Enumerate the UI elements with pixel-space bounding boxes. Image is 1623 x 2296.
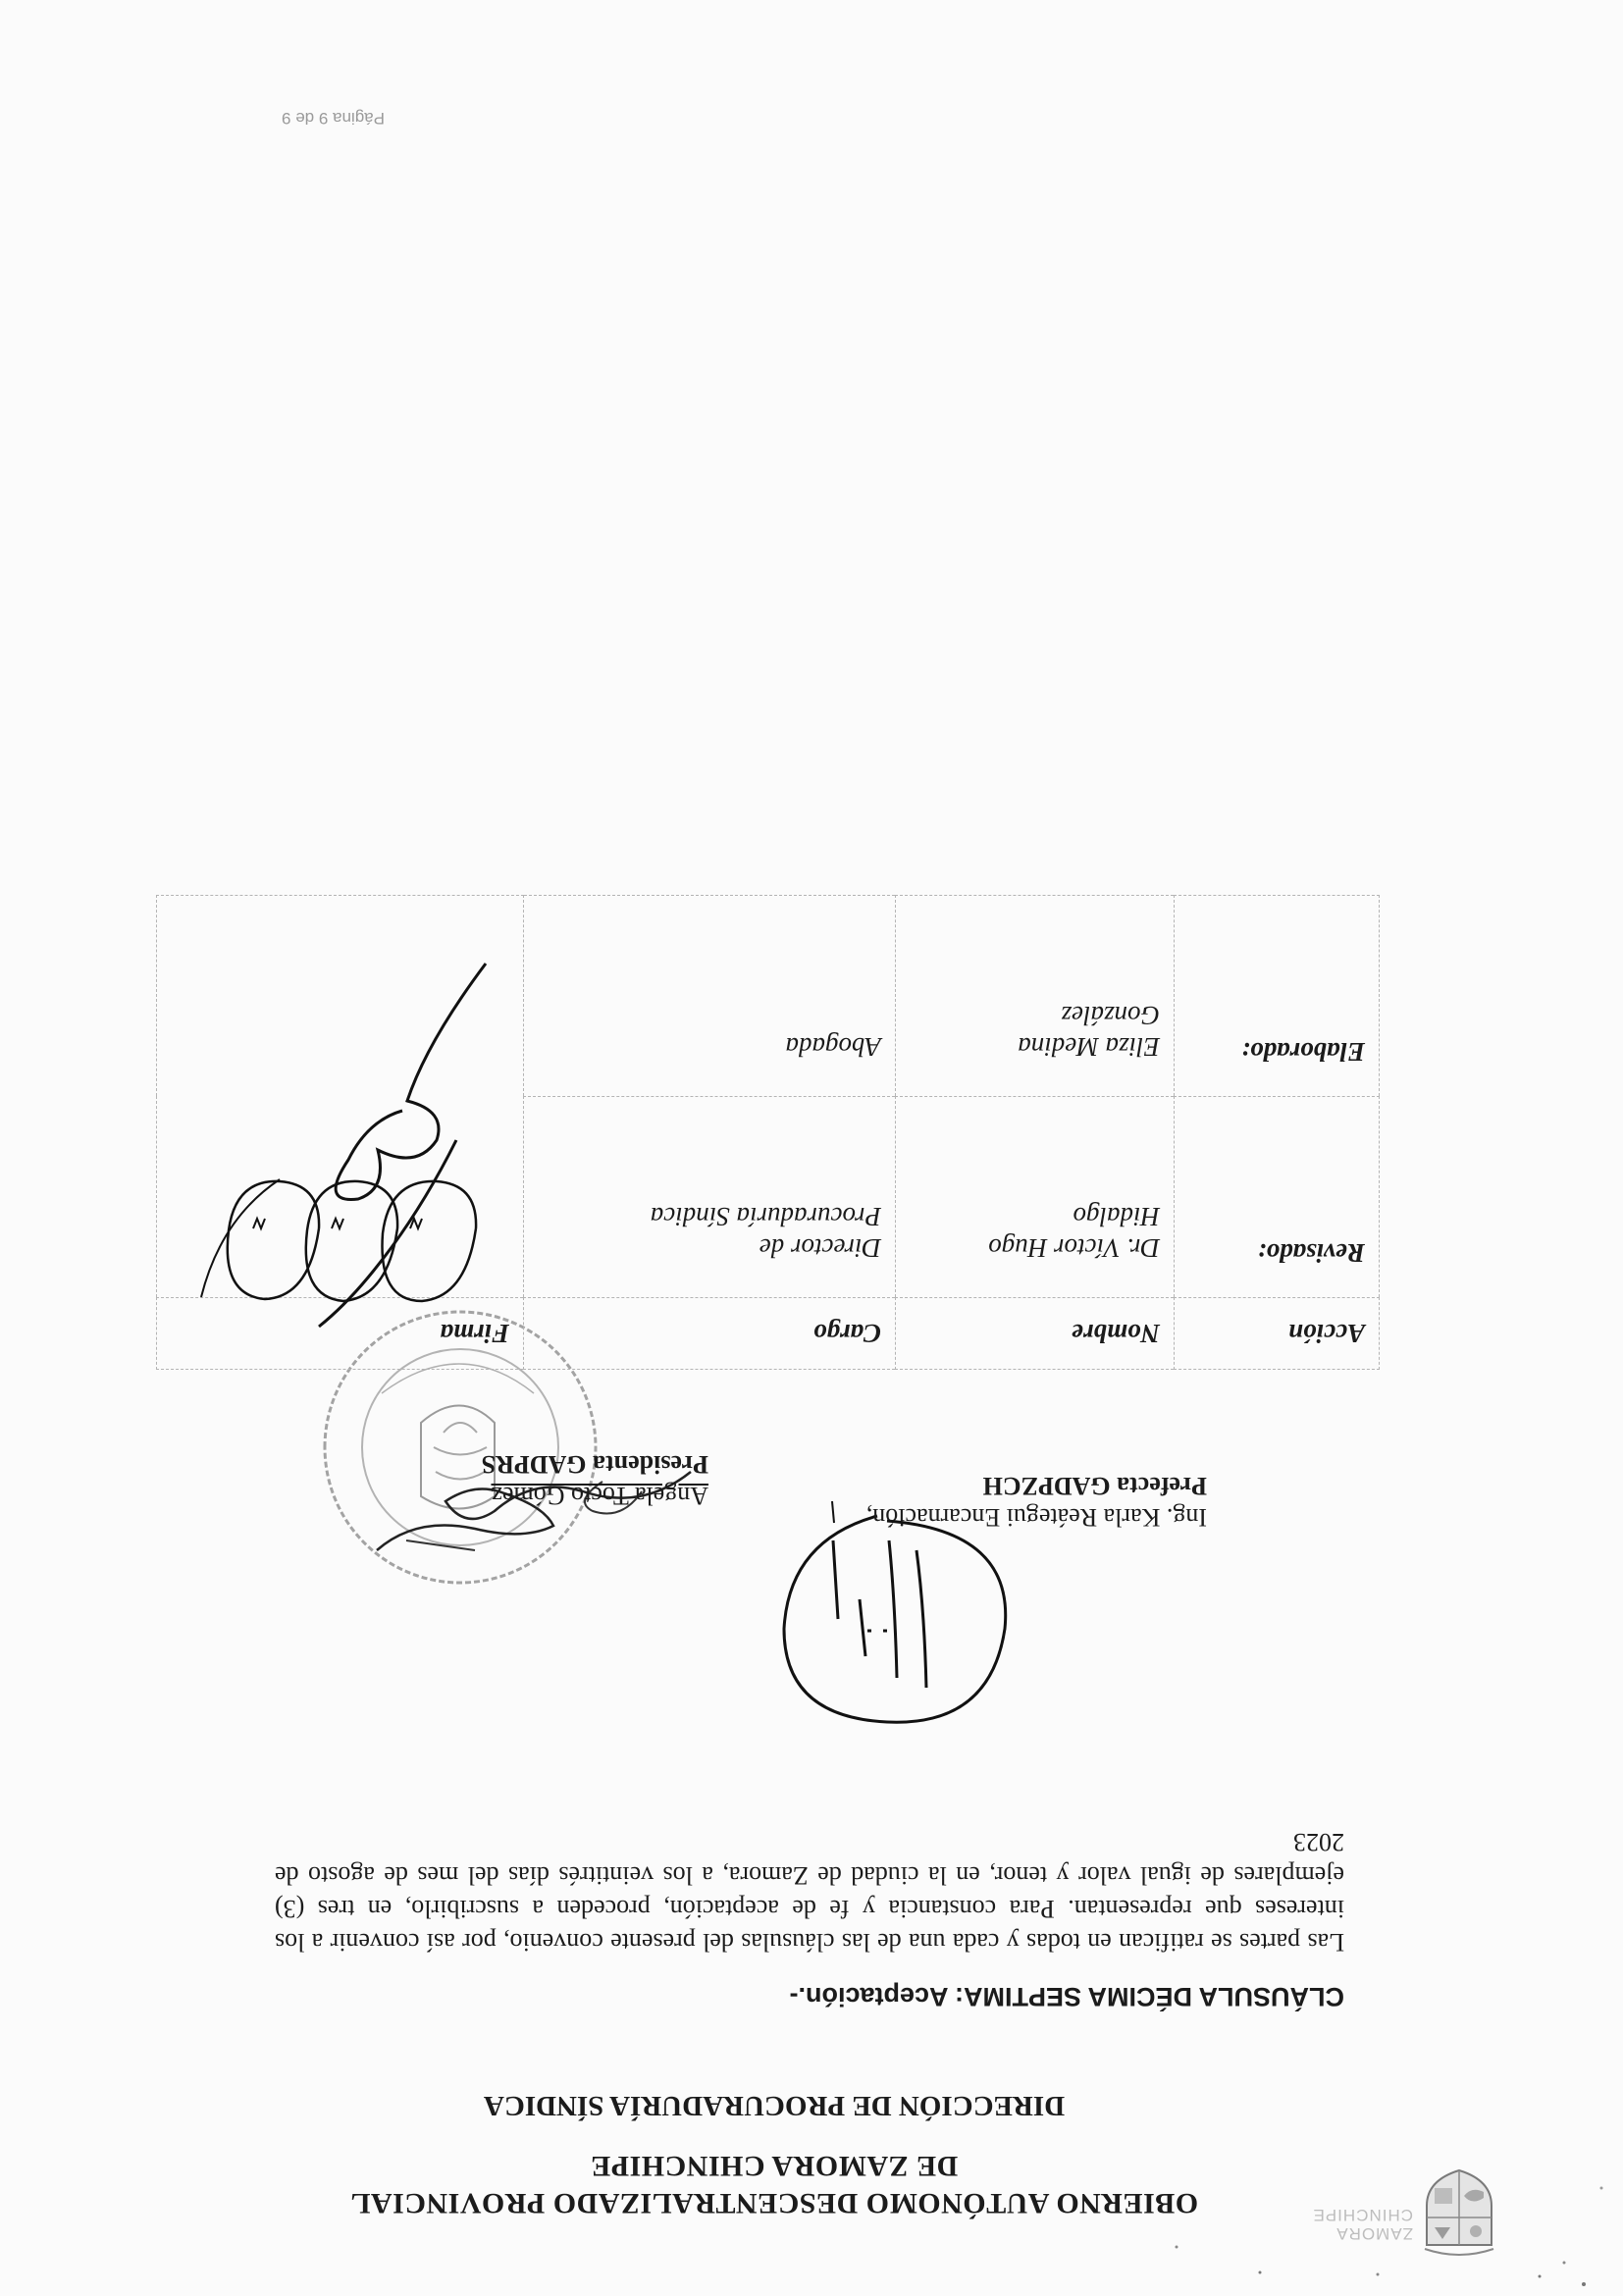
header-cargo: Cargo	[524, 1298, 896, 1370]
row-role: Director de Procuraduría Síndica	[524, 1097, 896, 1298]
signatory-prefecta-role: Prefecta GADPZCH	[982, 1472, 1207, 1500]
signature-cell	[157, 896, 524, 1298]
header-firma: Firma	[157, 1298, 524, 1370]
organization-name-line2: DE ZAMORA CHINCHIPE	[590, 2150, 959, 2182]
signatory-presidenta	[482, 1448, 708, 1511]
initials-signatures	[191, 954, 515, 1336]
row-role: Abogada	[524, 896, 896, 1097]
department-name: DIRECCIÓN DE PROCURADURÍA SÍNDICA	[483, 2090, 1066, 2121]
signatory-presidenta-name: Angela Tocto Gómez	[491, 1482, 708, 1510]
page-number: Página 9 de 9	[282, 109, 385, 128]
row-action: Revisado:	[1175, 1097, 1380, 1298]
review-table	[156, 895, 1380, 1370]
clause-body: Las partes se ratifican en todas y cada una de las cláusulas del presente convenio, por así convenir a los intereses que representan. Para constancia y fe de aceptación, proceden a suscribirlo, en tres (3) ejemplares de igual valor y tenor, en la ciudad de Zamora, a los veintitrés días del mes de agosto de 2023	[275, 1828, 1344, 1957]
signatory-prefecta	[866, 1470, 1207, 1533]
header-nombre: Nombre	[896, 1298, 1175, 1370]
document-header	[102, 2088, 1446, 2221]
table-row	[157, 1097, 1380, 1298]
row-name: Dr. Víctor Hugo Hidalgo	[896, 1097, 1175, 1298]
logo-wordmark: ZAMORA CHINCHIPE	[1312, 2206, 1413, 2243]
clause-title: CLÁUSULA DÉCIMA SEPTIMA: Aceptación.-	[789, 1982, 1344, 2011]
organization-name-line1: OBIERNO AUTÓNOMO DESCENTRALIZADO PROVINCIAL	[349, 2187, 1199, 2219]
row-name: Eliza Medina González	[896, 896, 1175, 1097]
signatory-presidenta-role: Presidenta GADPRS	[481, 1450, 708, 1479]
signatory-prefecta-name: Ing. Karla Reátegui Encarnación,	[865, 1503, 1207, 1532]
row-action: Elaborado:	[1175, 896, 1380, 1097]
header-accion: Acción	[1175, 1298, 1380, 1370]
